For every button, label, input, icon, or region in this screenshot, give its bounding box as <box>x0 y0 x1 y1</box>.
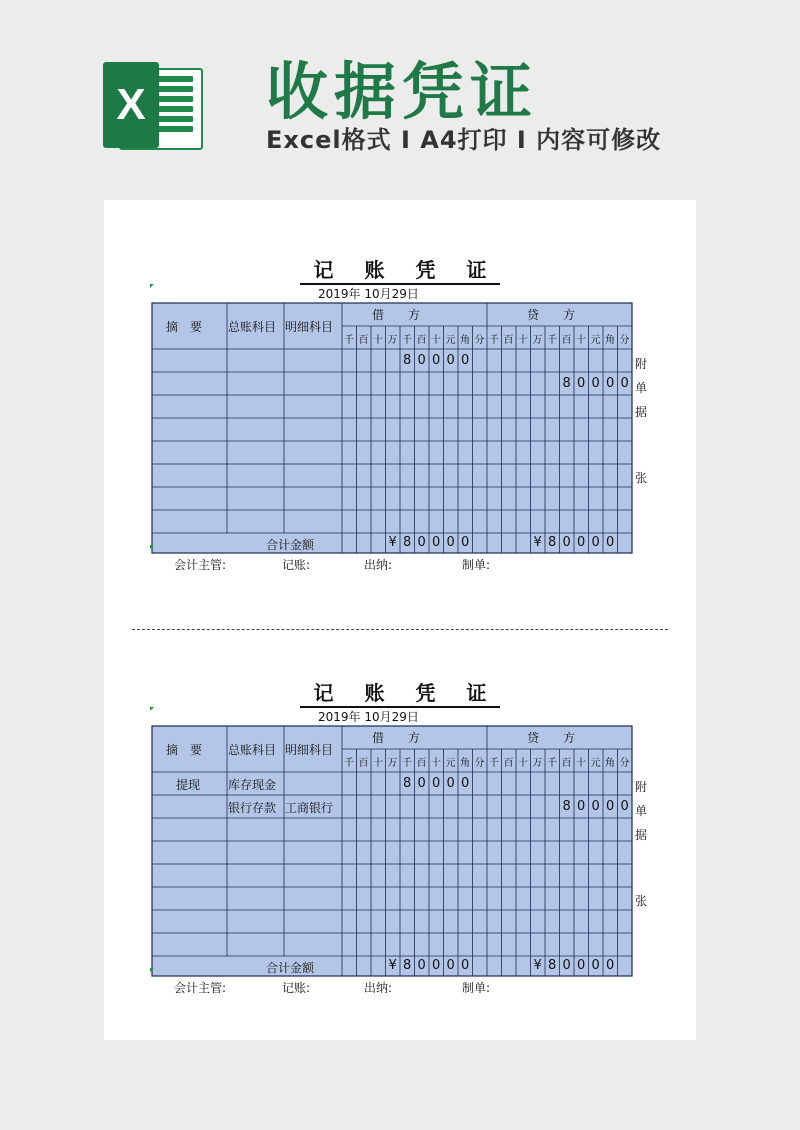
banner <box>0 0 800 200</box>
credit-digit: 0 <box>591 799 600 814</box>
header-summary: 摘 要 <box>166 743 203 757</box>
footer-signature: 记账: <box>282 558 311 572</box>
digit-unit-credit: 千 <box>547 758 557 769</box>
credit-digit: 0 <box>591 376 600 391</box>
digit-unit-debit: 元 <box>445 335 456 346</box>
total-debit-digit: 0 <box>461 535 470 550</box>
total-label: 合计金额 <box>266 538 315 552</box>
credit-digit: 0 <box>620 376 629 391</box>
debit-digit: 0 <box>446 776 455 791</box>
total-debit-digit: 0 <box>417 958 426 973</box>
row-general-account: 银行存款 <box>228 801 277 815</box>
row-general-account: 库存现金 <box>228 778 277 792</box>
debit-digit: 0 <box>417 776 426 791</box>
total-credit-digit: 0 <box>562 535 571 550</box>
banner-title: 收据凭证 <box>266 55 539 128</box>
header-detail-account: 明细科目 <box>285 743 334 757</box>
debit-digit: 8 <box>403 353 412 368</box>
credit-digit: 0 <box>606 376 615 391</box>
total-debit-digit: ¥ <box>388 958 397 973</box>
digit-unit-debit: 千 <box>402 758 412 769</box>
total-credit-digit: 8 <box>548 958 557 973</box>
footer-signature: 制单: <box>462 558 491 572</box>
digit-unit-credit: 分 <box>619 335 630 346</box>
digit-unit-debit: 百 <box>358 758 369 769</box>
header-credit: 贷 方 <box>527 731 576 745</box>
digit-unit-credit: 百 <box>503 758 514 769</box>
debit-digit: 0 <box>461 353 470 368</box>
total-debit-digit: 0 <box>446 535 455 550</box>
total-credit-digit: 0 <box>577 958 586 973</box>
debit-digit: 0 <box>461 776 470 791</box>
digit-unit-debit: 角 <box>460 335 470 346</box>
debit-digit: 0 <box>417 353 426 368</box>
digit-unit-debit: 十 <box>431 758 441 769</box>
footer-signature: 出纳: <box>364 558 393 572</box>
digit-unit-credit: 元 <box>590 335 601 346</box>
credit-digit: 0 <box>620 799 629 814</box>
voucher-title-text: 记 账 凭 证 <box>300 681 501 708</box>
total-debit-digit: 8 <box>403 958 412 973</box>
footer-signature: 记账: <box>282 981 311 995</box>
attachment-label: 单 <box>635 804 648 818</box>
digit-unit-credit: 千 <box>489 758 499 769</box>
digit-unit-credit: 万 <box>532 335 543 346</box>
excel-icon-letter: X <box>103 62 159 148</box>
header-general-account: 总账科目 <box>228 743 277 757</box>
credit-digit: 8 <box>562 376 571 391</box>
credit-digit: 8 <box>562 799 571 814</box>
total-credit-digit: 0 <box>591 535 600 550</box>
header-general-account: 总账科目 <box>228 320 277 334</box>
attachment-label: 单 <box>635 381 648 395</box>
total-credit-digit: ¥ <box>533 958 542 973</box>
digit-unit-debit: 十 <box>431 335 441 346</box>
total-credit-digit: 0 <box>562 958 571 973</box>
digit-unit-credit: 十 <box>518 335 528 346</box>
row-summary: 提现 <box>176 778 201 792</box>
digit-unit-debit: 万 <box>387 335 398 346</box>
total-debit-digit: ¥ <box>388 535 397 550</box>
total-debit-digit: 8 <box>403 535 412 550</box>
header-summary: 摘 要 <box>166 320 203 334</box>
digit-unit-credit: 百 <box>561 335 572 346</box>
digit-unit-credit: 十 <box>576 335 586 346</box>
digit-unit-credit: 千 <box>489 335 499 346</box>
voucher-title-text: 记 账 凭 证 <box>300 258 501 285</box>
total-label: 合计金额 <box>266 961 315 975</box>
excel-icon <box>103 62 201 148</box>
credit-digit: 0 <box>577 376 586 391</box>
attachment-label: 附 <box>635 780 648 794</box>
total-debit-digit: 0 <box>446 958 455 973</box>
header-debit: 借 方 <box>372 308 421 322</box>
digit-unit-debit: 分 <box>474 335 485 346</box>
digit-unit-credit: 角 <box>605 758 615 769</box>
voucher-sheet <box>104 200 696 1040</box>
voucher-date: 2019年 10月29日 <box>318 287 419 301</box>
footer-signature: 制单: <box>462 981 491 995</box>
footer-signature: 出纳: <box>364 981 393 995</box>
digit-unit-debit: 元 <box>445 758 456 769</box>
header-detail-account: 明细科目 <box>285 320 334 334</box>
attachment-label: 据 <box>635 828 648 842</box>
digit-unit-debit: 千 <box>344 758 354 769</box>
header-credit: 贷 方 <box>527 308 576 322</box>
digit-unit-debit: 万 <box>387 758 398 769</box>
digit-unit-debit: 百 <box>416 335 427 346</box>
credit-digit: 0 <box>577 799 586 814</box>
total-credit-digit: 0 <box>606 958 615 973</box>
total-debit-digit: 0 <box>432 535 441 550</box>
total-credit-digit: 0 <box>577 535 586 550</box>
digit-unit-credit: 十 <box>518 758 528 769</box>
debit-digit: 0 <box>432 353 441 368</box>
digit-unit-credit: 角 <box>605 335 615 346</box>
attachment-label: 张 <box>635 894 648 908</box>
digit-unit-credit: 十 <box>576 758 586 769</box>
digit-unit-debit: 千 <box>344 335 354 346</box>
attachment-label: 附 <box>635 357 648 371</box>
digit-unit-debit: 百 <box>358 335 369 346</box>
cell-marker-icon <box>150 968 154 972</box>
digit-unit-debit: 分 <box>474 758 485 769</box>
header-debit: 借 方 <box>372 731 421 745</box>
total-debit-digit: 0 <box>417 535 426 550</box>
credit-digit: 0 <box>606 799 615 814</box>
digit-unit-debit: 十 <box>373 758 383 769</box>
total-debit-digit: 0 <box>461 958 470 973</box>
row-detail-account: 工商银行 <box>285 801 334 815</box>
digit-unit-debit: 角 <box>460 758 470 769</box>
digit-unit-debit: 百 <box>416 758 427 769</box>
total-credit-digit: 0 <box>606 535 615 550</box>
attachment-label: 据 <box>635 405 648 419</box>
banner-subtitle: Excel格式 I A4打印 I 内容可修改 <box>266 126 662 154</box>
digit-unit-credit: 万 <box>532 758 543 769</box>
footer-signature: 会计主管: <box>174 558 227 572</box>
digit-unit-credit: 元 <box>590 758 601 769</box>
digit-unit-debit: 十 <box>373 335 383 346</box>
debit-digit: 0 <box>446 353 455 368</box>
voucher-date: 2019年 10月29日 <box>318 710 419 724</box>
total-debit-digit: 0 <box>432 958 441 973</box>
total-credit-digit: ¥ <box>533 535 542 550</box>
total-credit-digit: 0 <box>591 958 600 973</box>
debit-digit: 8 <box>403 776 412 791</box>
digit-unit-credit: 百 <box>503 335 514 346</box>
footer-signature: 会计主管: <box>174 981 227 995</box>
attachment-label: 张 <box>635 471 648 485</box>
digit-unit-credit: 百 <box>561 758 572 769</box>
debit-digit: 0 <box>432 776 441 791</box>
digit-unit-debit: 千 <box>402 335 412 346</box>
digit-unit-credit: 千 <box>547 335 557 346</box>
voucher-table-2 <box>104 200 696 1040</box>
total-credit-digit: 8 <box>548 535 557 550</box>
digit-unit-credit: 分 <box>619 758 630 769</box>
